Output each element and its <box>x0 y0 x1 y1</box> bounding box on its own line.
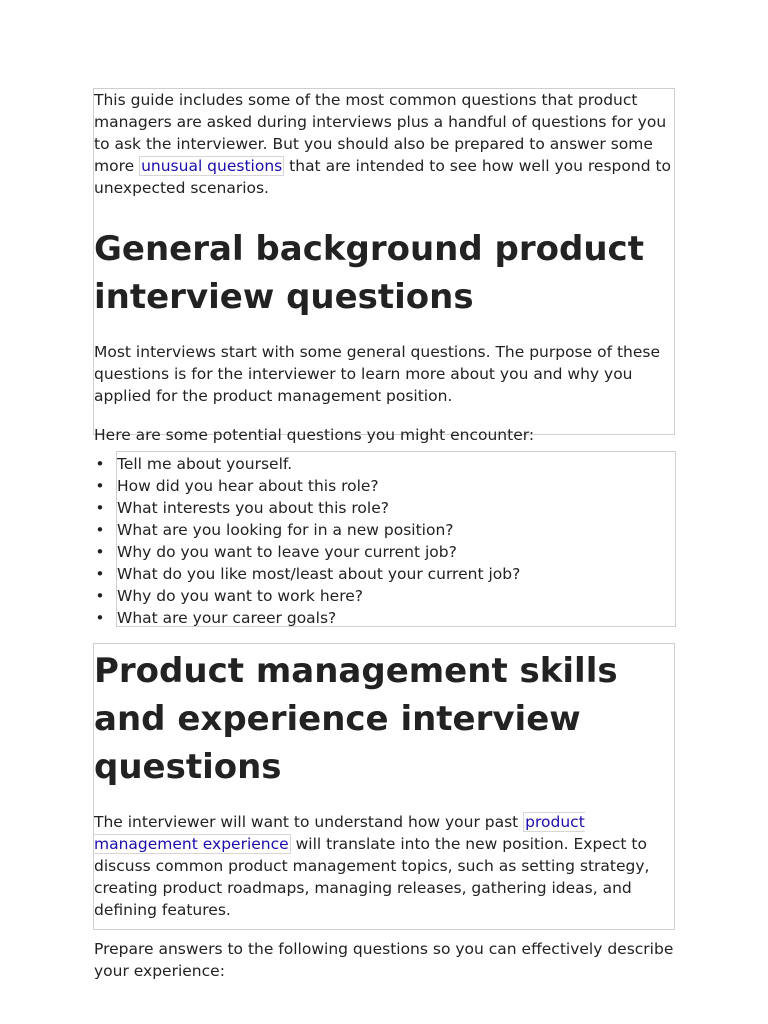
unusual-questions-link[interactable]: unusual questions <box>141 157 283 175</box>
list-item: • Why do you want to work here? <box>95 587 363 605</box>
list-item: • What are your career goals? <box>95 609 337 627</box>
intro-section <box>93 88 675 444</box>
skills-heading: Product management skills and experience interview questions <box>94 651 618 787</box>
list-item: • What interests you about this role? <box>95 499 389 517</box>
product-management-experience-link[interactable]: product management experience <box>94 813 585 853</box>
skills-paragraph: The interviewer will want to understand how your past product management experience will translate into the new position. Expect to discuss common product management topics, such as setting strategy, creating product roadmaps, managing releases, gathering ideas, and defining features. <box>94 813 650 919</box>
list-item: • Why do you want to leave your current job? <box>95 543 457 561</box>
skills-lead: Prepare answers to the following questions so you can effectively describe your experience: <box>94 940 674 980</box>
general-background-heading: General background product interview questions <box>94 229 644 317</box>
bullet-icon: • <box>95 609 105 627</box>
list-item: • What are you looking for in a new position? <box>95 521 454 539</box>
bullet-icon: • <box>95 543 105 561</box>
bullet-icon: • <box>95 587 105 605</box>
general-background-paragraph: Most interviews start with some general questions. The purpose of these questions is for the interviewer to learn more about you and why you applied for the product management position. <box>94 343 661 405</box>
bullet-icon: • <box>95 499 105 517</box>
questions-lead: Here are some potential questions you might encounter: <box>94 426 535 444</box>
list-item: • Tell me about yourself. <box>95 455 293 473</box>
list-item: • What do you like most/least about your current job? <box>95 565 521 583</box>
question-list-box <box>95 451 676 627</box>
bullet-icon: • <box>95 521 105 539</box>
list-item: • How did you hear about this role? <box>95 477 379 495</box>
bullet-icon: • <box>95 455 105 473</box>
intro-paragraph: This guide includes some of the most common questions that product managers are asked during interviews plus a handful of questions for you to ask the interviewer. But you should also be prepared to answer some more unusual questions that are intended to see how well you respond to unexpected scenarios. <box>94 91 672 197</box>
skills-section <box>93 643 675 980</box>
general-questions-list <box>95 453 675 629</box>
bullet-icon: • <box>95 477 105 495</box>
bullet-icon: • <box>95 565 105 583</box>
